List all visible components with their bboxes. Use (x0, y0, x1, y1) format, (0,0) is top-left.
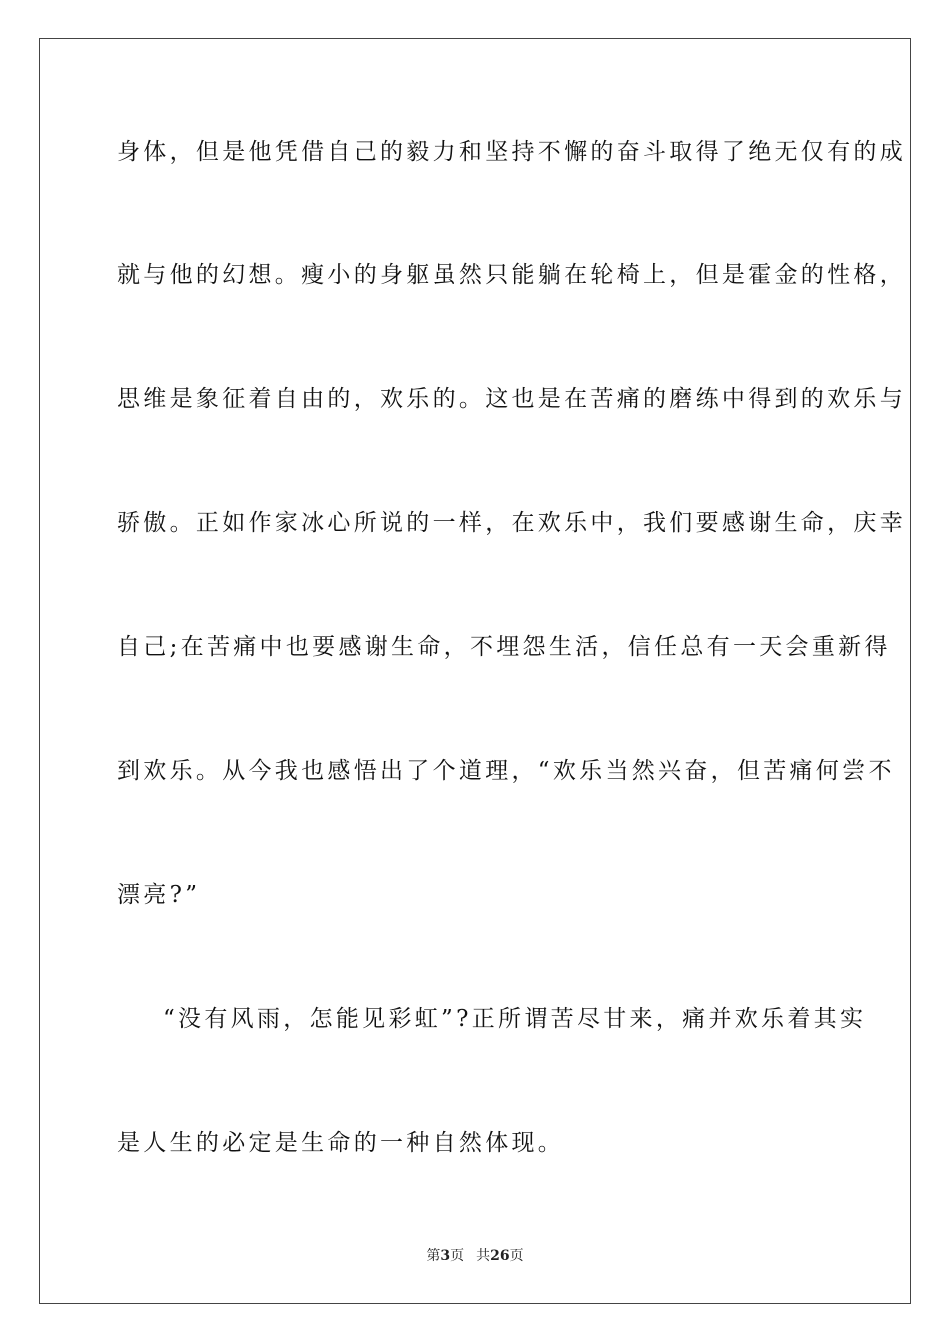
paragraph-line: 自己;在苦痛中也要感谢生命，不埋怨生活，信任总有一天会重新得 (117, 634, 891, 660)
paragraph-line: 漂亮?” (117, 882, 201, 908)
paragraph-line: 骄傲。正如作家冰心所说的一样，在欢乐中，我们要感谢生命，庆幸 (117, 510, 906, 536)
page-prefix: 第 (426, 1248, 441, 1264)
page-footer (0, 1246, 950, 1266)
paragraph-line: 是人生的必定是生命的一种自然体现。 (117, 1130, 565, 1156)
total-pages: 26 (490, 1248, 510, 1264)
paragraph-line: 到欢乐。从今我也感悟出了个道理，“欢乐当然兴奋，但苦痛何尝不 (117, 758, 895, 784)
paragraph-line: “没有风雨，怎能见彩虹”?正所谓苦尽甘来，痛并欢乐着其实 (163, 1006, 867, 1032)
paragraph-line: 身体，但是他凭借自己的毅力和坚持不懈的奋斗取得了绝无仅有的成 (117, 139, 906, 165)
page-suffix: 页 (450, 1248, 465, 1264)
page-border (39, 38, 911, 1304)
paragraph-line: 就与他的幻想。瘦小的身躯虽然只能躺在轮椅上，但是霍金的性格， (117, 262, 906, 288)
paragraph-line: 思维是象征着自由的，欢乐的。这也是在苦痛的磨练中得到的欢乐与 (117, 386, 906, 412)
page-number: 3 (440, 1248, 451, 1264)
total-prefix: 共 (476, 1248, 491, 1264)
total-suffix: 页 (509, 1248, 524, 1264)
